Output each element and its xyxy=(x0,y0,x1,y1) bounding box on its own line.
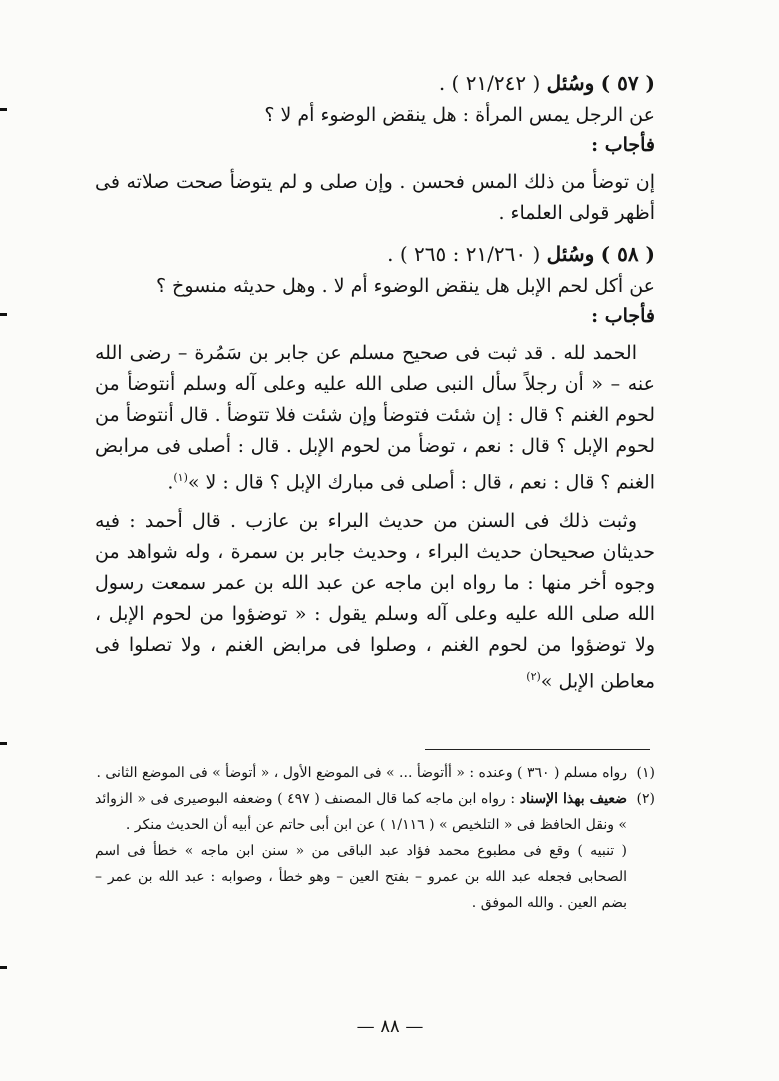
footnote-body xyxy=(95,786,627,838)
answer-58-paragraph-2 xyxy=(95,506,655,697)
answer-label: فأجاب : xyxy=(591,305,655,327)
question-number: ( ٥٨ ) xyxy=(600,242,655,266)
question-57-text: عن الرجل يمس المرأة : هل ينقض الوضوء أم لا ؟ xyxy=(264,104,655,126)
footnote-text: : رواه ابن ماجه كما قال المصنف ( ٤٩٧ ) وضعفه البوصيرى فى « الزوائد » ونقل الحافظ فى « التلخيص » ( ١/١١٦ ) عن ابن أبى حاتم عن أبيه أن الحديث منكر . xyxy=(95,791,627,833)
question-number: ( ٥٧ ) xyxy=(600,71,655,95)
footnote-divider xyxy=(425,749,650,750)
paragraph-text: الحمد لله . قد ثبت فى صحيح مسلم عن جابر بن سَمُرة – رضى الله عنه – « أن رجلاً سأل النبى صلى الله عليه وعلى آله وسلم أنتوضأ من لحوم الغنم ؟ قال : إن شئت فتوضأ وإن شئت فلا تتوضأ . قال أنتوضأ من لحوم الإبل ؟ قال : نعم ، توضأ من لحوم الإبل . قال : أصلى فى مرابض الغنم ؟ قال : نعم ، قال : أصلى فى مبارك الإبل ؟ قال : لا » xyxy=(95,342,655,494)
footnote-ref-1: (١) xyxy=(173,471,188,484)
binding-mark xyxy=(0,108,7,111)
question-reference: ( ٢١/٢٦٠ : ٢٦٥ ) . xyxy=(387,242,541,266)
binding-mark xyxy=(0,313,7,316)
footnote-1 xyxy=(95,760,655,786)
binding-mark xyxy=(0,742,7,745)
footnote-2 xyxy=(95,786,655,838)
footnote-note: ( تنبيه ) وقع فى مطبوع محمد فؤاد عبد الباقى من « سنن ابن ماجه » خطأ فى اسم الصحابى فجعله عبد الله بن عمرو – بفتح العين – وهو خطأ ، وصوابه : عبد الله بن عمر – بضم العين . والله الموفق . xyxy=(95,843,627,911)
footnote-number: (١) xyxy=(636,765,655,781)
question-verb: وسُئل xyxy=(546,242,595,266)
footnote-ref-2: (٢) xyxy=(526,670,541,684)
footnotes xyxy=(95,760,655,916)
page-body xyxy=(95,66,655,1066)
footnote-grading: ضعيف بهذا الإسناد xyxy=(519,791,628,807)
question-verb: وسُئل xyxy=(546,71,595,95)
binding-mark xyxy=(0,966,7,969)
answer-57-text: إن توضأ من ذلك المس فحسن . وإن صلى و لم يتوضأ صحت صلاته فى أظهر قولى العلماء . xyxy=(95,171,655,224)
answer-label: فأجاب : xyxy=(591,134,655,156)
question-58-heading xyxy=(95,237,655,271)
paragraph-text: وثبت ذلك فى السنن من حديث البراء بن عازب . قال أحمد : فيه حديثان صحيحان حديث البراء ، وحديث جابر بن سمرة ، وله شواهد من وجوه أخر منها : ما رواه ابن ماجه عن عبد الله بن عمر سمعت رسول الله صلى الله عليه وعلى آله وسلم يقول : « توضؤوا من لحوم الإبل ، ولا توضؤوا من لحوم الغنم ، وصلوا فى مرابض الغنم ، ولا تصلوا فى معاطن الإبل » xyxy=(95,510,655,693)
footnote-text: رواه مسلم ( ٣٦٠ ) وعنده : « أأتوضأ ... » فى الموضع الأول ، « أتوضأ » فى الموضع الثانى . xyxy=(96,765,627,781)
question-reference: ( ٢١/٢٤٢ ) . xyxy=(438,71,541,95)
question-58-text: عن أكل لحم الإبل هل ينقض الوضوء أم لا . وهل حديثه منسوخ ؟ xyxy=(155,275,655,297)
page-number: — ٨٨ — xyxy=(356,1016,424,1037)
answer-58-paragraph-1: الحمد لله . قد ثبت فى صحيح مسلم عن جابر بن سَمُرة – رضى الله عنه – « أن رجلاً سأل النبى صلى الله عليه وعلى آله وسلم أنتوضأ من لحوم الغنم ؟ قال : إن شئت فتوضأ وإن شئت فلا تتوضأ . قال أنتوضأ من لحوم الإبل ؟ قال : نعم ، توضأ من لحوم الإبل . قال : أصلى فى مرابض الغنم ؟ قال : نعم ، قال : أصلى فى مبارك الإبل ؟ قال : لا »$^{(١)}$. xyxy=(95,342,655,494)
question-57-heading xyxy=(95,66,655,100)
footnote-number: (٢) xyxy=(636,791,655,807)
